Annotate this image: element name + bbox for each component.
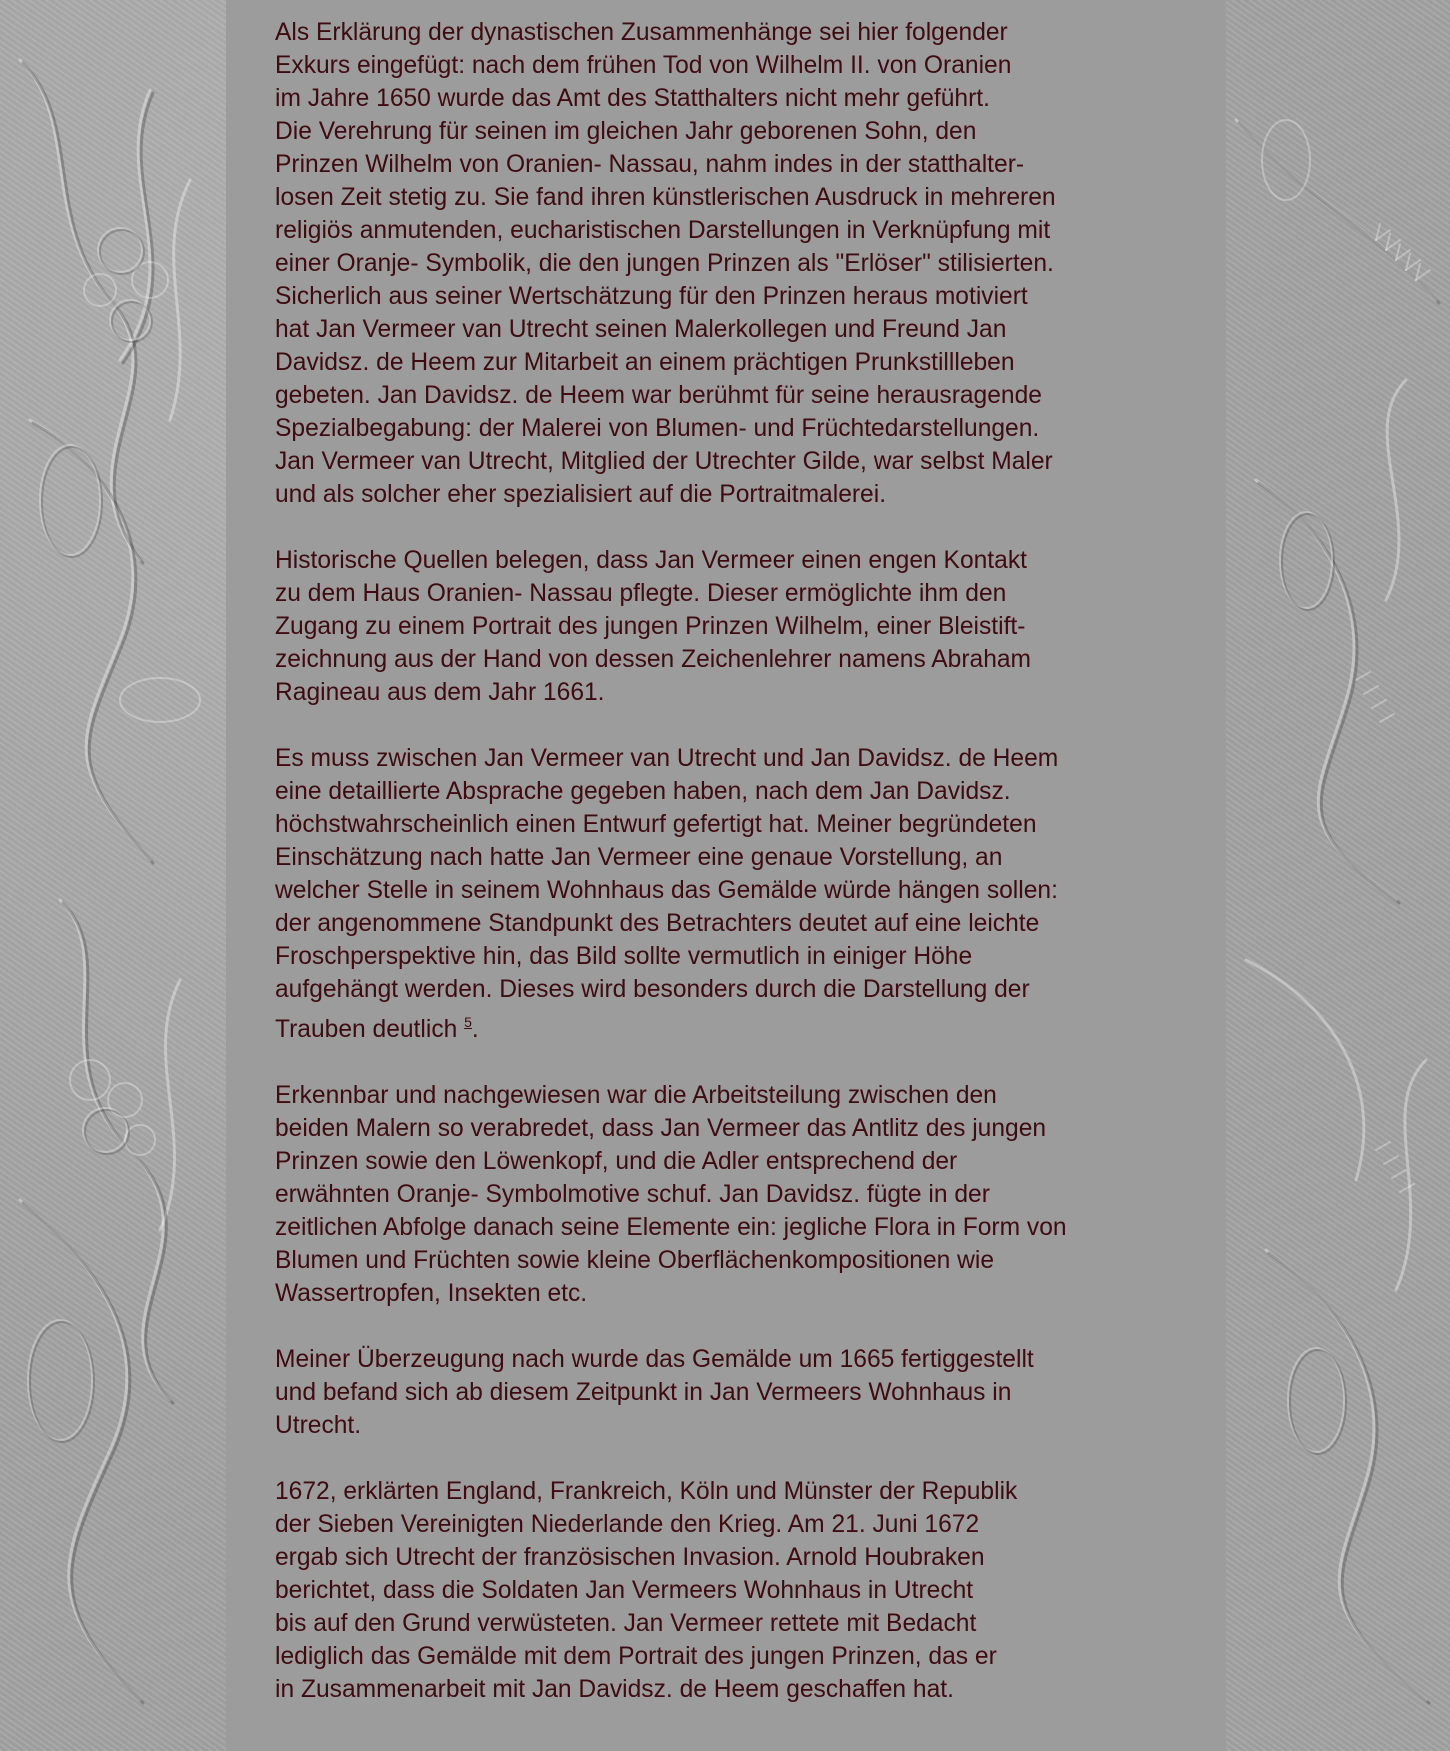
text-line: in Zusammenarbeit mit Jan Davidsz. de Heem geschaffen hat. — [275, 1676, 954, 1703]
paragraph-dynastic-excursus — [275, 16, 1206, 511]
left-decorative-border — [0, 0, 226, 1751]
text-line: Jan Vermeer van Utrecht, Mitglied der Utrechter Gilde, war selbst Maler — [275, 448, 1053, 475]
text-line: Historische Quellen belegen, dass Jan Vermeer einen engen Kontakt — [275, 547, 1027, 574]
article-text-panel — [226, 0, 1226, 1751]
text-line: Zugang zu einem Portrait des jungen Prinzen Wilhelm, einer Bleistift- — [275, 613, 1026, 640]
text-line: Davidsz. de Heem zur Mitarbeit an einem prächtigen Prunkstillleben — [275, 349, 1015, 376]
text-line: hat Jan Vermeer van Utrecht seinen Malerkollegen und Freund Jan — [275, 316, 1007, 343]
text-line: Ragineau aus dem Jahr 1661. — [275, 679, 605, 706]
text-line: Es muss zwischen Jan Vermeer van Utrecht und Jan Davidsz. de Heem — [275, 745, 1059, 772]
text-line: lediglich das Gemälde mit dem Portrait des jungen Prinzen, das er — [275, 1643, 997, 1670]
text-line: Einschätzung nach hatte Jan Vermeer eine genaue Vorstellung, an — [275, 844, 1003, 871]
text-line: Die Verehrung für seinen im gleichen Jahr geborenen Sohn, den — [275, 118, 977, 145]
text-line: Sicherlich aus seiner Wertschätzung für den Prinzen heraus motiviert — [275, 283, 1028, 310]
text-line: bis auf den Grund verwüsteten. Jan Vermeer rettete mit Bedacht — [275, 1610, 977, 1637]
text-line: eine detaillierte Absprache gegeben haben, nach dem Jan Davidsz. — [275, 778, 1011, 805]
text-line: ergab sich Utrecht der französischen Invasion. Arnold Houbraken — [275, 1544, 985, 1571]
paragraph-completion — [275, 1343, 1206, 1442]
text-line: Blumen und Früchten sowie kleine Oberflächenkompositionen wie — [275, 1247, 995, 1274]
text-line: höchstwahrscheinlich einen Entwurf gefertigt hat. Meiner begründeten — [275, 811, 1037, 838]
text-line: berichtet, dass die Soldaten Jan Vermeers Wohnhaus in Utrecht — [275, 1577, 974, 1604]
text-line: Wassertropfen, Insekten etc. — [275, 1280, 588, 1307]
text-line-with-footnote — [275, 1006, 1206, 1046]
footnote-link[interactable]: 5 — [464, 1014, 472, 1030]
text-line: und als solcher eher spezialisiert auf die Portraitmalerei. — [275, 481, 887, 508]
paragraph-agreement — [275, 742, 1206, 1046]
text-line: gebeten. Jan Davidsz. de Heem war berühmt für seine herausragende — [275, 382, 1042, 409]
text-line: welcher Stelle in seinem Wohnhaus das Gemälde würde hängen sollen: — [275, 877, 1058, 904]
text-line: Als Erklärung der dynastischen Zusammenhänge sei hier folgender — [275, 19, 1008, 46]
paragraph-historical-sources — [275, 544, 1206, 709]
paragraph-division-of-labor — [275, 1079, 1206, 1310]
text-line: religiös anmutenden, eucharistischen Darstellungen in Verknüpfung mit — [275, 217, 1051, 244]
text-line: und befand sich ab diesem Zeitpunkt in Jan Vermeers Wohnhaus in — [275, 1379, 1012, 1406]
text-line: Meiner Überzeugung nach wurde das Gemälde um 1665 fertiggestellt — [275, 1346, 1034, 1373]
text-line: der angenommene Standpunkt des Betrachters deutet auf eine leichte — [275, 910, 1040, 937]
text-segment: . — [471, 1016, 479, 1043]
text-line: im Jahre 1650 wurde das Amt des Statthalters nicht mehr geführt. — [275, 85, 990, 112]
right-decorative-border — [1226, 0, 1450, 1751]
text-line: zu dem Haus Oranien- Nassau pflegte. Dieser ermöglichte ihm den — [275, 580, 1007, 607]
paragraph-war-1672 — [275, 1475, 1206, 1706]
text-line: einer Oranje- Symbolik, die den jungen Prinzen als "Erlöser" stilisierten. — [275, 250, 1054, 277]
text-line: Prinzen Wilhelm von Oranien- Nassau, nahm indes in der statthalter- — [275, 151, 1025, 178]
embossed-wheat-relief — [1226, 0, 1450, 1751]
text-line: erwähnten Oranje- Symbolmotive schuf. Jan Davidsz. fügte in der — [275, 1181, 990, 1208]
text-line: der Sieben Vereinigten Niederlande den Krieg. Am 21. Juni 1672 — [275, 1511, 980, 1538]
text-line: Spezialbegabung: der Malerei von Blumen- und Früchtedarstellungen. — [275, 415, 1040, 442]
text-line: Erkennbar und nachgewiesen war die Arbeitsteilung zwischen den — [275, 1082, 997, 1109]
text-line: Prinzen sowie den Löwenkopf, und die Adler entsprechend der — [275, 1148, 958, 1175]
text-line: zeichnung aus der Hand von dessen Zeichenlehrer namens Abraham — [275, 646, 1032, 673]
text-line: zeitlichen Abfolge danach seine Elemente ein: jegliche Flora in Form von — [275, 1214, 1067, 1241]
embossed-floral-relief — [0, 0, 226, 1751]
text-line: aufgehängt werden. Dieses wird besonders durch die Darstellung der — [275, 976, 1030, 1003]
text-line: 1672, erklärten England, Frankreich, Köln und Münster der Republik — [275, 1478, 1018, 1505]
text-segment: Trauben deutlich — [275, 1016, 465, 1043]
text-line: losen Zeit stetig zu. Sie fand ihren künstlerischen Ausdruck in mehreren — [275, 184, 1056, 211]
text-line: Froschperspektive hin, das Bild sollte vermutlich in einiger Höhe — [275, 943, 973, 970]
text-line: beiden Malern so verabredet, dass Jan Vermeer das Antlitz des jungen — [275, 1115, 1047, 1142]
text-line: Exkurs eingefügt: nach dem frühen Tod von Wilhelm II. von Oranien — [275, 52, 1012, 79]
text-line: Utrecht. — [275, 1412, 362, 1439]
